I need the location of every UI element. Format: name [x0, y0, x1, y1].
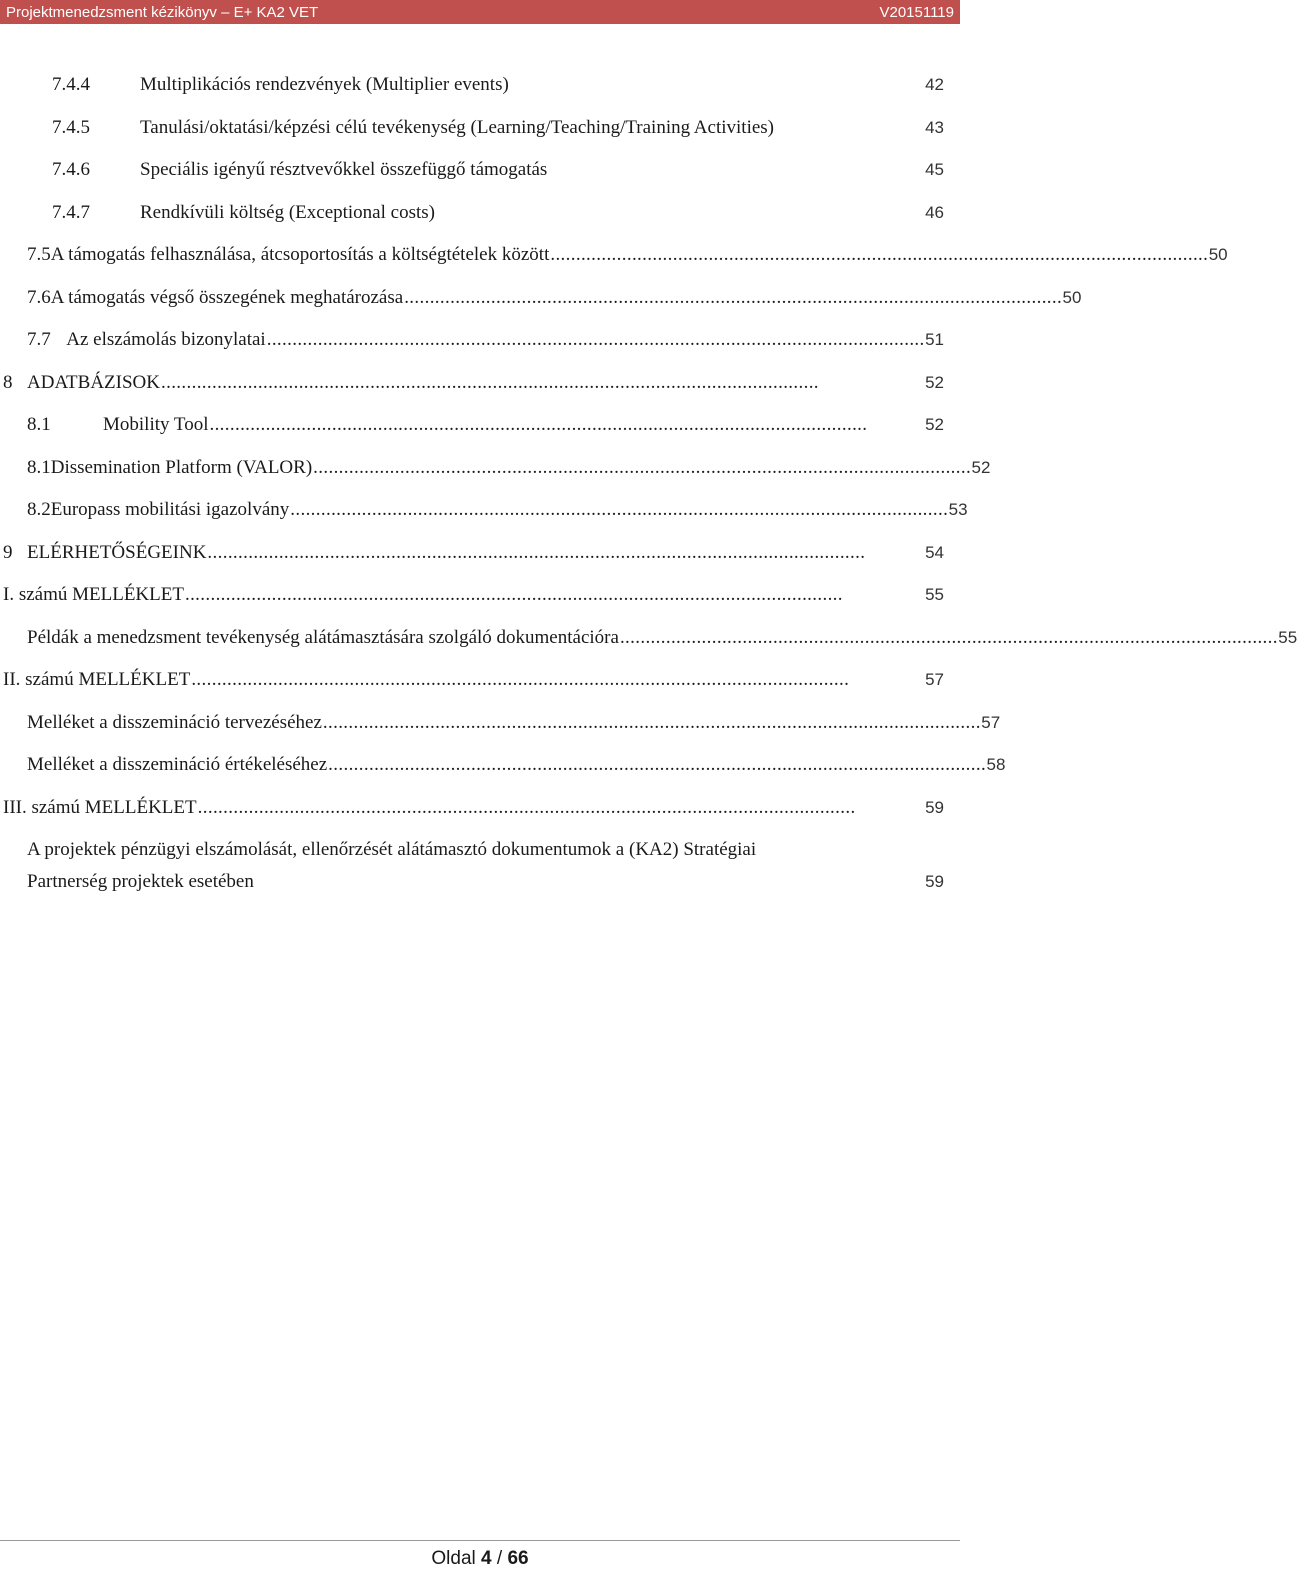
- page-header: [0, 0, 960, 24]
- toc-entry-page: 53: [948, 500, 968, 519]
- toc-entry-title: Multiplikációs rendezvények (Multiplier events): [140, 74, 509, 95]
- toc-entry[interactable]: [52, 158, 944, 182]
- toc-entry[interactable]: [27, 711, 1001, 735]
- toc-leader: [161, 371, 922, 395]
- toc-leader: [550, 243, 1205, 267]
- toc-entry-title: A támogatás felhasználása, átcsoportosítás a költségtételek között: [50, 244, 550, 265]
- toc-entry-number: 8.2: [27, 499, 51, 520]
- toc-entry[interactable]: [27, 456, 991, 480]
- toc-entry-page: 50: [1062, 288, 1082, 307]
- toc-leader: [620, 626, 1275, 650]
- toc-entry-title-line1: A projektek pénzügyi elszámolását, ellenőrzését alátámasztó dokumentumok a (KA2) Stratégiai: [27, 839, 757, 860]
- toc-entry[interactable]: [3, 541, 944, 565]
- toc-entry-page: 46: [925, 203, 944, 222]
- toc-entry-number: 7.4.4: [52, 74, 90, 95]
- toc-entry-page: 52: [971, 458, 991, 477]
- toc-entry-page: 54: [925, 543, 944, 562]
- toc-leader: [313, 456, 968, 480]
- footer-page-prefix: Oldal: [431, 1548, 476, 1569]
- toc-entry-page: 50: [1208, 245, 1228, 264]
- toc-entry[interactable]: [27, 328, 944, 352]
- toc-leader: [209, 413, 922, 437]
- footer-separator: /: [496, 1548, 503, 1569]
- toc-entry[interactable]: [3, 583, 944, 607]
- toc-entry-title: A támogatás végső összegének meghatározása: [50, 287, 404, 308]
- toc-entry-title: Melléket a disszemináció értékeléséhez: [27, 754, 328, 775]
- toc-entry-page: 58: [986, 755, 1006, 774]
- toc-entry-page: 57: [925, 670, 944, 689]
- toc-entry-title: ADATBÁZISOK: [27, 372, 160, 393]
- toc-entry-page: 51: [925, 330, 944, 349]
- header-title: Projektmenedzsment kézikönyv – E+ KA2 VET: [6, 3, 319, 21]
- toc-entry[interactable]: [27, 286, 1082, 310]
- toc-entry-page: 59: [925, 872, 944, 891]
- toc-entry-number: 7.4.5: [52, 117, 90, 138]
- toc-entry-number: 8: [3, 372, 13, 393]
- toc-entry-number: 7.4.7: [52, 202, 90, 223]
- toc-entry-title: I. számú MELLÉKLET: [3, 584, 184, 605]
- toc-entry[interactable]: [3, 371, 944, 395]
- toc-entry-title: III. számú MELLÉKLET: [3, 797, 197, 818]
- toc-leader: [198, 796, 922, 820]
- toc-entry-page: 59: [925, 798, 944, 817]
- toc-entry-title: Mobility Tool: [103, 414, 209, 435]
- toc-entry-title: Dissemination Platform (VALOR): [50, 457, 313, 478]
- toc-leader: [328, 753, 983, 777]
- page-footer: [0, 1540, 960, 1570]
- toc-entry-number: 9: [3, 542, 13, 563]
- toc-entry-page: 57: [981, 713, 1001, 732]
- toc-leader: [267, 328, 922, 352]
- toc-entry-title: Rendkívüli költség (Exceptional costs): [140, 202, 435, 223]
- toc-leader: [191, 668, 922, 692]
- toc-entry-title: Tanulási/oktatási/képzési célú tevékenység (Learning/Teaching/Training Activities): [140, 117, 775, 138]
- footer-total-pages: 66: [507, 1548, 529, 1569]
- toc-entry-title: Melléket a disszemináció tervezéséhez: [27, 712, 322, 733]
- toc-entry-number: 8.1: [27, 414, 51, 435]
- toc-leader: [290, 498, 945, 522]
- toc-entry[interactable]: [52, 116, 944, 140]
- toc-entry-page: 45: [925, 160, 944, 179]
- toc-entry-number: 8.1: [27, 457, 51, 478]
- toc-entry-number: 7.5: [27, 244, 51, 265]
- toc-entry[interactable]: [27, 626, 1297, 650]
- toc-entry[interactable]: [3, 796, 944, 820]
- toc-entry-title: Speciális igényű résztvevőkkel összefüggő támogatás: [140, 159, 548, 180]
- toc-entry-page: 52: [925, 373, 944, 392]
- toc-entry[interactable]: [3, 668, 944, 692]
- toc-entry[interactable]: [27, 498, 968, 522]
- toc-entry-title: Europass mobilitási igazolvány: [50, 499, 290, 520]
- toc-leader: [207, 541, 922, 565]
- toc-entry-number: 7.4.6: [52, 159, 90, 180]
- toc-entry-title: Az elszámolás bizonylatai: [66, 329, 266, 350]
- toc-entry-page: 43: [925, 118, 944, 137]
- toc-entry-page: 42: [925, 75, 944, 94]
- toc-entry-title-line2: Partnerség projektek esetében: [27, 871, 254, 892]
- toc-entry[interactable]: [27, 413, 944, 437]
- toc-entry-number: 7.7: [27, 329, 51, 350]
- toc-entry-multiline[interactable]: [27, 834, 944, 898]
- toc-entry[interactable]: [27, 753, 1006, 777]
- toc-leader: [323, 711, 978, 735]
- toc-leader: [404, 286, 1059, 310]
- toc-entry[interactable]: [52, 201, 944, 225]
- toc-entry-page: 55: [1278, 628, 1297, 647]
- toc-entry-number: 7.6: [27, 287, 51, 308]
- header-version: V20151119: [879, 3, 954, 21]
- toc-entry-title: ELÉRHETŐSÉGEINK: [27, 542, 207, 563]
- toc-entry-title: Példák a menedzsment tevékenység alátámasztására szolgáló dokumentációra: [27, 627, 619, 648]
- toc-entry-title: II. számú MELLÉKLET: [3, 669, 191, 690]
- footer-current-page: 4: [481, 1548, 492, 1569]
- toc-entry[interactable]: [52, 73, 944, 97]
- toc-leader: [185, 583, 922, 607]
- toc-entry-page: 55: [925, 585, 944, 604]
- toc-entry[interactable]: [27, 243, 1228, 267]
- toc-entry-page: 52: [925, 415, 944, 434]
